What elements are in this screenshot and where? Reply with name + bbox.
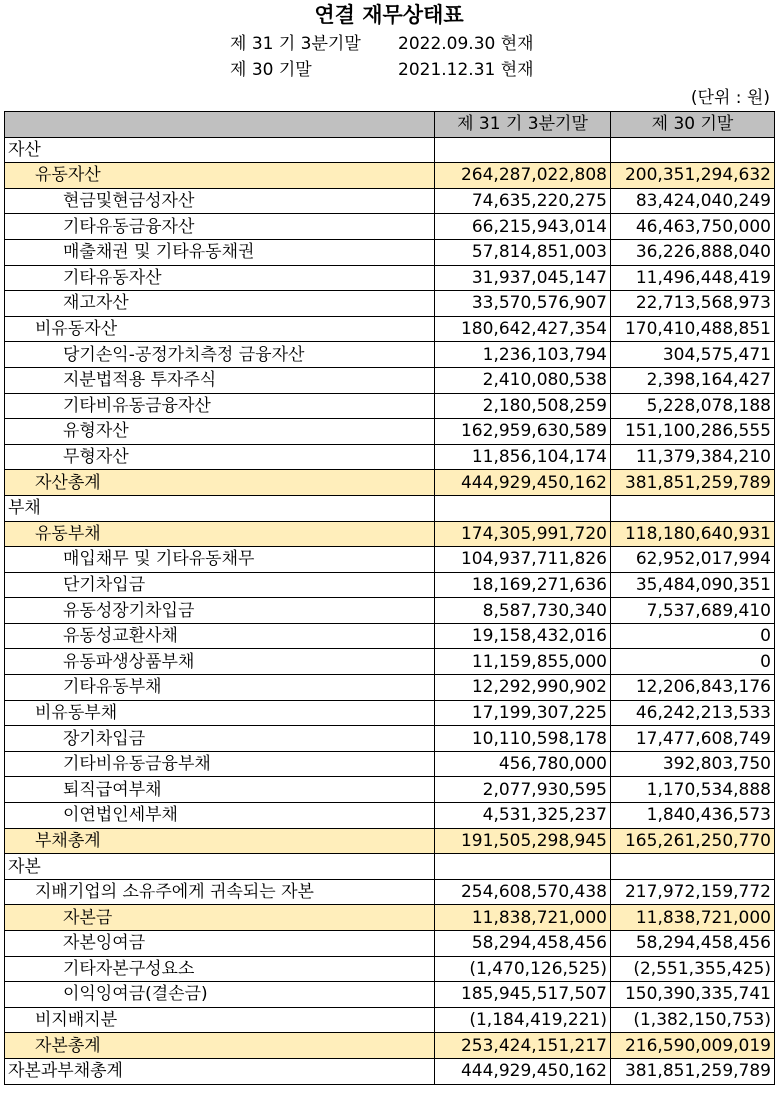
table-row bbox=[5, 931, 775, 957]
value-current-period: 4,531,325,237 bbox=[435, 803, 611, 829]
value-previous-period: 2,398,164,427 bbox=[611, 367, 775, 393]
period-current-label: 제 31 기 3분기말 bbox=[230, 34, 361, 54]
balance-sheet-table bbox=[4, 111, 775, 1085]
value-current-period: 33,570,576,907 bbox=[435, 291, 611, 317]
value-current-period: 444,929,450,162 bbox=[435, 1058, 611, 1084]
value-current-period: 31,937,045,147 bbox=[435, 265, 611, 291]
value-current-period: 254,608,570,438 bbox=[435, 879, 611, 905]
value-current-period: 191,505,298,945 bbox=[435, 828, 611, 854]
row-label: 비지배지분 bbox=[5, 1007, 435, 1033]
header-previous-period: 제 30 기말 bbox=[611, 112, 775, 138]
table-row bbox=[5, 879, 775, 905]
value-previous-period: 12,206,843,176 bbox=[611, 675, 775, 701]
value-current-period bbox=[435, 495, 611, 521]
table-row bbox=[5, 982, 775, 1008]
table-row bbox=[5, 291, 775, 317]
value-previous-period: 62,952,017,994 bbox=[611, 547, 775, 573]
value-current-period: 180,642,427,354 bbox=[435, 316, 611, 342]
value-previous-period: 58,294,458,456 bbox=[611, 931, 775, 957]
row-label: 이익잉여금(결손금) bbox=[5, 982, 435, 1008]
row-label: 유동성장기차입금 bbox=[5, 598, 435, 624]
table-row bbox=[5, 547, 775, 573]
value-current-period: 11,838,721,000 bbox=[435, 905, 611, 931]
value-previous-period: 22,713,568,973 bbox=[611, 291, 775, 317]
value-current-period: 66,215,943,014 bbox=[435, 214, 611, 240]
table-row bbox=[5, 777, 775, 803]
value-current-period: 11,856,104,174 bbox=[435, 444, 611, 470]
value-previous-period: 170,410,488,851 bbox=[611, 316, 775, 342]
row-label: 지배기업의 소유주에게 귀속되는 자본 bbox=[5, 879, 435, 905]
row-label: 자본잉여금 bbox=[5, 931, 435, 957]
row-label: 매입채무 및 기타유동채무 bbox=[5, 547, 435, 573]
table-row bbox=[5, 521, 775, 547]
period-previous-label: 제 30 기말 bbox=[230, 60, 312, 80]
value-previous-period: 5,228,078,188 bbox=[611, 393, 775, 419]
period-previous bbox=[230, 57, 534, 83]
row-label: 지분법적용 투자주식 bbox=[5, 367, 435, 393]
row-label: 기타유동자산 bbox=[5, 265, 435, 291]
value-current-period: 12,292,990,902 bbox=[435, 675, 611, 701]
value-current-period: 17,199,307,225 bbox=[435, 700, 611, 726]
value-previous-period: 165,261,250,770 bbox=[611, 828, 775, 854]
period-current-date: 2022.09.30 현재 bbox=[398, 34, 534, 54]
value-current-period: 2,180,508,259 bbox=[435, 393, 611, 419]
value-previous-period bbox=[611, 137, 775, 163]
row-label: 유동부채 bbox=[5, 521, 435, 547]
value-previous-period: 0 bbox=[611, 623, 775, 649]
value-previous-period: 216,590,009,019 bbox=[611, 1033, 775, 1059]
table-row bbox=[5, 265, 775, 291]
value-previous-period: 7,537,689,410 bbox=[611, 598, 775, 624]
value-previous-period: 1,840,436,573 bbox=[611, 803, 775, 829]
period-previous-date: 2021.12.31 현재 bbox=[398, 60, 534, 80]
table-row bbox=[5, 1007, 775, 1033]
value-current-period: 104,937,711,826 bbox=[435, 547, 611, 573]
table-row bbox=[5, 623, 775, 649]
value-previous-period: 381,851,259,789 bbox=[611, 1058, 775, 1084]
table-row bbox=[5, 495, 775, 521]
row-label: 기타자본구성요소 bbox=[5, 956, 435, 982]
value-previous-period: 150,390,335,741 bbox=[611, 982, 775, 1008]
value-current-period: 444,929,450,162 bbox=[435, 470, 611, 496]
table-row bbox=[5, 1058, 775, 1084]
unit-label: (단위 : 원) bbox=[690, 88, 770, 108]
table-row bbox=[5, 419, 775, 445]
value-current-period: 253,424,151,217 bbox=[435, 1033, 611, 1059]
value-previous-period: 11,496,448,419 bbox=[611, 265, 775, 291]
value-previous-period: 1,170,534,888 bbox=[611, 777, 775, 803]
table-row bbox=[5, 905, 775, 931]
table-row bbox=[5, 726, 775, 752]
row-label: 기타비유동금융부채 bbox=[5, 751, 435, 777]
row-label: 부채총계 bbox=[5, 828, 435, 854]
value-previous-period: 11,838,721,000 bbox=[611, 905, 775, 931]
value-current-period: 74,635,220,275 bbox=[435, 188, 611, 214]
value-current-period: 8,587,730,340 bbox=[435, 598, 611, 624]
row-label: 자산 bbox=[5, 137, 435, 163]
header-current-period: 제 31 기 3분기말 bbox=[435, 112, 611, 138]
value-current-period: 264,287,022,808 bbox=[435, 163, 611, 189]
table-row bbox=[5, 342, 775, 368]
value-current-period: 19,158,432,016 bbox=[435, 623, 611, 649]
row-label: 유동자산 bbox=[5, 163, 435, 189]
table-row bbox=[5, 393, 775, 419]
value-previous-period: 83,424,040,249 bbox=[611, 188, 775, 214]
value-current-period: 2,410,080,538 bbox=[435, 367, 611, 393]
period-current bbox=[230, 31, 534, 57]
value-current-period: 58,294,458,456 bbox=[435, 931, 611, 957]
value-previous-period: 35,484,090,351 bbox=[611, 572, 775, 598]
table-row bbox=[5, 444, 775, 470]
row-label: 비유동부채 bbox=[5, 700, 435, 726]
row-label: 부채 bbox=[5, 495, 435, 521]
row-label: 기타유동부채 bbox=[5, 675, 435, 701]
value-current-period: 2,077,930,595 bbox=[435, 777, 611, 803]
value-previous-period: 151,100,286,555 bbox=[611, 419, 775, 445]
value-previous-period: 217,972,159,772 bbox=[611, 879, 775, 905]
row-label: 기타유동금융자산 bbox=[5, 214, 435, 240]
value-current-period bbox=[435, 854, 611, 880]
table-row bbox=[5, 854, 775, 880]
value-current-period: 11,159,855,000 bbox=[435, 649, 611, 675]
value-current-period: 57,814,851,003 bbox=[435, 239, 611, 265]
row-label: 재고자산 bbox=[5, 291, 435, 317]
value-current-period: 18,169,271,636 bbox=[435, 572, 611, 598]
table-row bbox=[5, 137, 775, 163]
row-label: 단기차입금 bbox=[5, 572, 435, 598]
value-current-period: 1,236,103,794 bbox=[435, 342, 611, 368]
table-row bbox=[5, 188, 775, 214]
row-label: 자본 bbox=[5, 854, 435, 880]
value-previous-period: 11,379,384,210 bbox=[611, 444, 775, 470]
table-row bbox=[5, 828, 775, 854]
value-previous-period: 304,575,471 bbox=[611, 342, 775, 368]
row-label: 이연법인세부채 bbox=[5, 803, 435, 829]
row-label: 기타비유동금융자산 bbox=[5, 393, 435, 419]
table-row bbox=[5, 751, 775, 777]
table-row bbox=[5, 700, 775, 726]
value-previous-period: 36,226,888,040 bbox=[611, 239, 775, 265]
value-previous-period: 381,851,259,789 bbox=[611, 470, 775, 496]
row-label: 장기차입금 bbox=[5, 726, 435, 752]
value-current-period: (1,470,126,525) bbox=[435, 956, 611, 982]
table-row bbox=[5, 163, 775, 189]
table-row bbox=[5, 239, 775, 265]
row-label: 유동성교환사채 bbox=[5, 623, 435, 649]
table-body bbox=[5, 137, 775, 1084]
value-current-period: 456,780,000 bbox=[435, 751, 611, 777]
statement-title: 연결 재무상태표 bbox=[314, 3, 464, 27]
row-label: 매출채권 및 기타유동채권 bbox=[5, 239, 435, 265]
row-label: 당기손익-공정가치측정 금융자산 bbox=[5, 342, 435, 368]
row-label: 유동파생상품부채 bbox=[5, 649, 435, 675]
row-label: 유형자산 bbox=[5, 419, 435, 445]
value-previous-period: 46,242,213,533 bbox=[611, 700, 775, 726]
value-previous-period bbox=[611, 495, 775, 521]
table-row bbox=[5, 1033, 775, 1059]
table-row bbox=[5, 367, 775, 393]
row-label: 자본과부채총계 bbox=[5, 1058, 435, 1084]
value-previous-period: (2,551,355,425) bbox=[611, 956, 775, 982]
value-previous-period: 0 bbox=[611, 649, 775, 675]
table-row bbox=[5, 598, 775, 624]
row-label: 자본총계 bbox=[5, 1033, 435, 1059]
row-label: 무형자산 bbox=[5, 444, 435, 470]
row-label: 현금및현금성자산 bbox=[5, 188, 435, 214]
value-current-period: (1,184,419,221) bbox=[435, 1007, 611, 1033]
value-previous-period bbox=[611, 854, 775, 880]
table-row bbox=[5, 675, 775, 701]
value-current-period: 10,110,598,178 bbox=[435, 726, 611, 752]
value-current-period: 185,945,517,507 bbox=[435, 982, 611, 1008]
table-row bbox=[5, 316, 775, 342]
table-row bbox=[5, 470, 775, 496]
table-row bbox=[5, 803, 775, 829]
value-current-period: 174,305,991,720 bbox=[435, 521, 611, 547]
value-current-period: 162,959,630,589 bbox=[435, 419, 611, 445]
table-row bbox=[5, 956, 775, 982]
header-item bbox=[5, 112, 435, 138]
value-previous-period: 17,477,608,749 bbox=[611, 726, 775, 752]
row-label: 자산총계 bbox=[5, 470, 435, 496]
value-previous-period: (1,382,150,753) bbox=[611, 1007, 775, 1033]
row-label: 퇴직급여부채 bbox=[5, 777, 435, 803]
value-current-period bbox=[435, 137, 611, 163]
row-label: 자본금 bbox=[5, 905, 435, 931]
table-row bbox=[5, 649, 775, 675]
value-previous-period: 118,180,640,931 bbox=[611, 521, 775, 547]
table-row bbox=[5, 214, 775, 240]
value-previous-period: 200,351,294,632 bbox=[611, 163, 775, 189]
row-label: 비유동자산 bbox=[5, 316, 435, 342]
value-previous-period: 392,803,750 bbox=[611, 751, 775, 777]
value-previous-period: 46,463,750,000 bbox=[611, 214, 775, 240]
table-header-row bbox=[5, 112, 775, 138]
table-row bbox=[5, 572, 775, 598]
